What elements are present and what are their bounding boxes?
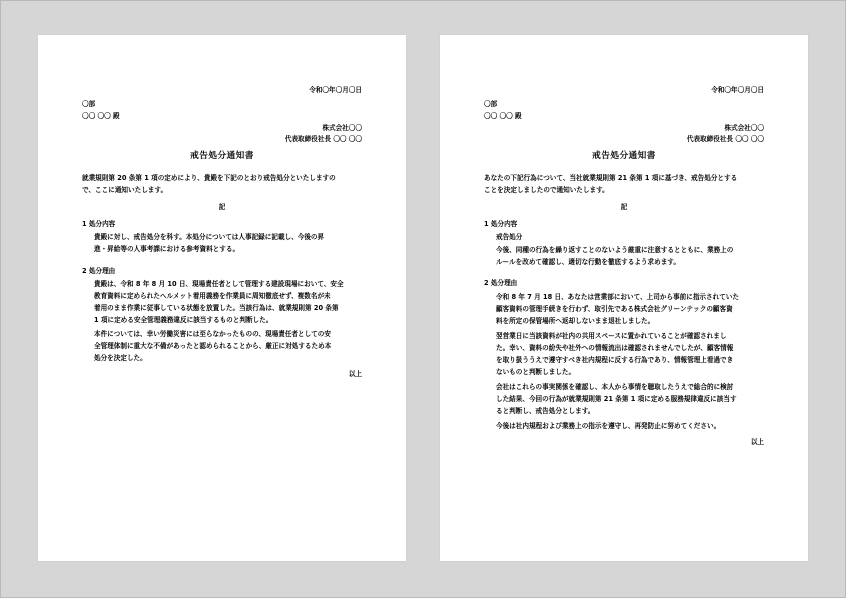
recipient-name: 〇〇 〇〇 殿 <box>484 112 522 120</box>
document-title: 戒告処分通知書 <box>592 151 656 161</box>
document-title: 戒告処分通知書 <box>190 151 254 161</box>
section-2-p1-line-2: 顧客資料の管理手続きを行わず、取引先である株式会社グリーンテックの顧客資 <box>496 305 733 313</box>
document-date: 令和〇年〇月〇日 <box>711 86 764 94</box>
section-2-p2-line-2: た。幸い、資料の紛失や社外への情報流出は確認されませんでしたが、顧客情報 <box>496 344 734 352</box>
section-1-line-2: 進・昇給等の人事考課における参考資料とする。 <box>94 245 240 253</box>
ki-marker: 記 <box>620 203 628 211</box>
intro-line-1: 就業規則第 20 条第 1 項の定めにより、貴殿を下記のとおり戒告処分といたしますの <box>82 174 336 182</box>
section-1-line-2: ルールを改めて確認し、適切な行動を徹底するよう求めます。 <box>496 258 680 266</box>
section-2-p1-line-3: 料を所定の保管場所へ返却しないまま退社しました。 <box>496 317 655 325</box>
sender-company: 株式会社〇〇 <box>724 124 764 132</box>
recipient-department: 〇部 <box>82 100 96 108</box>
closing-ijou: 以上 <box>348 370 362 378</box>
section-2-p2-line-3: 処分を決定した。 <box>94 354 147 362</box>
section-2-p2-line-3: を取り扱ううえで遵守すべき社内規程に反する行為であり、情報管理上看過でき <box>496 356 734 364</box>
section-1-heading: 1 処分内容 <box>484 220 518 228</box>
recipient-department: 〇部 <box>484 100 498 108</box>
recipient-name: 〇〇 〇〇 殿 <box>82 112 120 120</box>
section-2-heading: 2 処分理由 <box>82 267 116 275</box>
document-page-1 <box>38 35 406 561</box>
section-2-p1-line-1: 貴殿は、令和 8 年 8 月 10 日、現場責任者として管理する建設現場において、安全 <box>94 280 344 288</box>
ki-marker: 記 <box>218 203 226 211</box>
sender-representative: 代表取締役社長 〇〇 〇〇 <box>686 135 764 143</box>
section-2-p3-line-2: した結果、今回の行為が就業規則第 21 条第 1 項に定める服務規律違反に該当す <box>496 395 737 403</box>
intro-line-2: ことを決定しましたので通知いたします。 <box>484 186 609 194</box>
section-2-p2-line-1: 翌営業日に当該資料が社内の共用スペースに置かれていることが確認されまし <box>496 332 727 340</box>
section-2-p2-line-2: 全管理体制に重大な不備があったと認められることから、厳正に対処するため本 <box>94 342 332 350</box>
section-2-p1-line-3: 着用のまま作業に従事している状態を放置した。当該行為は、就業規則第 20 条第 <box>94 304 339 312</box>
sender-company: 株式会社〇〇 <box>322 124 362 132</box>
document-page-2 <box>440 35 808 561</box>
section-1-heading: 1 処分内容 <box>82 220 116 228</box>
section-2-p1-line-2: 教育資料に定められたヘルメット着用義務を作業員に周知徹底せず、複数名が未 <box>94 292 331 300</box>
section-2-p1-line-1: 令和 8 年 7 月 18 日、あなたは営業部において、上司から事前に指示されていた <box>496 293 739 301</box>
section-1-line-1: 貴殿に対し、戒告処分を科す。本処分については人事記録に記載し、今後の昇 <box>94 233 325 241</box>
section-2-p3-line-1: 会社はこれらの事実関係を確認し、本人から事情を聴取したうえで総合的に検討 <box>496 383 734 391</box>
document-date: 令和〇年〇月〇日 <box>309 86 362 94</box>
section-2-p3-line-3: ると判断し、戒告処分とします。 <box>496 407 595 415</box>
section-2-p2-line-4: ないものと判断しました。 <box>496 368 576 376</box>
section-2-p2-line-1: 本件については、幸い労働災害には至らなかったものの、現場責任者としての安 <box>94 330 331 338</box>
sender-representative: 代表取締役社長 〇〇 〇〇 <box>284 135 362 143</box>
intro-line-1: あなたの下記行為について、当社就業規則第 21 条第 1 項に基づき、戒告処分とする <box>484 174 738 182</box>
section-2-heading: 2 処分理由 <box>484 279 518 287</box>
closing-ijou: 以上 <box>750 438 764 446</box>
section-1-line-1: 今後、同種の行為を繰り返すことのないよう厳重に注意するとともに、業務上の <box>496 246 734 254</box>
section-1-subheading: 戒告処分 <box>496 233 523 241</box>
intro-line-2: で、ここに通知いたします。 <box>82 186 168 194</box>
section-2-p4-line-1: 今後は社内規程および業務上の指示を遵守し、再発防止に努めてください。 <box>496 422 721 430</box>
section-2-p1-line-4: 1 項に定める安全管理義務違反に該当するものと判断した。 <box>94 316 273 324</box>
